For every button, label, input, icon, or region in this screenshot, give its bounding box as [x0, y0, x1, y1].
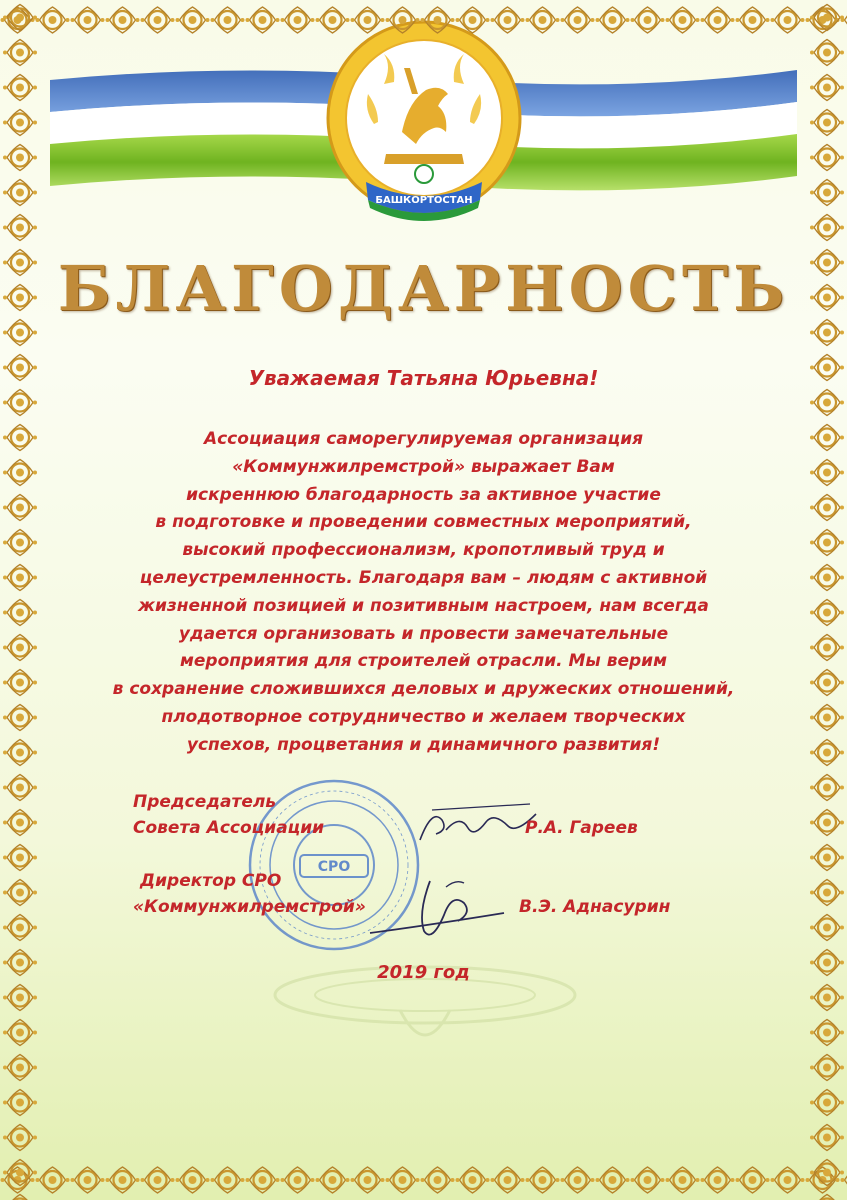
- body-line: плодотворное сотрудничество и желаем творческих: [161, 706, 686, 727]
- emblem-ribbon-text: БАШКОРТОСТАН: [375, 195, 473, 206]
- certificate-body: [110, 426, 737, 760]
- director-signature: [360, 873, 510, 945]
- body-line: искреннюю благодарность за активное участие: [186, 484, 661, 505]
- body-line: в сохранение сложившихся деловых и дружеских отношений,: [112, 679, 735, 700]
- certificate-title: БЛАГОДАРНОСТЬ: [57, 252, 790, 325]
- chair-name: Р.А. Гареев: [525, 818, 638, 838]
- body-line: мероприятия для строителей отрасли. Мы верим: [180, 651, 667, 672]
- chair-title: Председатель: [133, 792, 277, 812]
- chair-signature: [412, 800, 542, 856]
- svg-text:СРО: СРО: [317, 859, 351, 875]
- salutation: Уважаемая Татьяна Юрьевна!: [248, 366, 599, 390]
- ornamental-border-top: [0, 0, 847, 40]
- body-line: в подготовке и проведении совместных мероприятий,: [155, 512, 692, 533]
- body-line: Ассоциация саморегулируемая организация: [203, 429, 644, 449]
- director-org: «Коммунжилремстрой»: [133, 897, 366, 917]
- director-name: В.Э. Аднасурин: [519, 897, 671, 917]
- body-line: успехов, процветания и динамичного развития!: [186, 734, 661, 755]
- watermark-ornament: [250, 940, 600, 1070]
- body-line: удается организовать и провести замечательные: [178, 623, 669, 644]
- ornamental-border-left: [0, 0, 40, 1200]
- body-line: жизненной позицией и позитивным настроем, нам всегда: [138, 595, 709, 616]
- body-line: высокий профессионализм, кропотливый труд и: [182, 540, 665, 561]
- body-line: «Коммунжилремстрой» выражает Вам: [232, 456, 615, 477]
- ornamental-border-bottom: [0, 1160, 847, 1200]
- ornamental-border-right: [807, 0, 847, 1200]
- chair-title-council: Совета Ассоциации: [133, 818, 325, 838]
- body-line: целеустремленность. Благодаря вам – людям с активной: [139, 567, 708, 588]
- director-title: Директор СРО: [140, 871, 282, 891]
- issue-year: 2019 год: [377, 962, 470, 983]
- bashkortostan-coat-of-arms-icon: [314, 14, 534, 240]
